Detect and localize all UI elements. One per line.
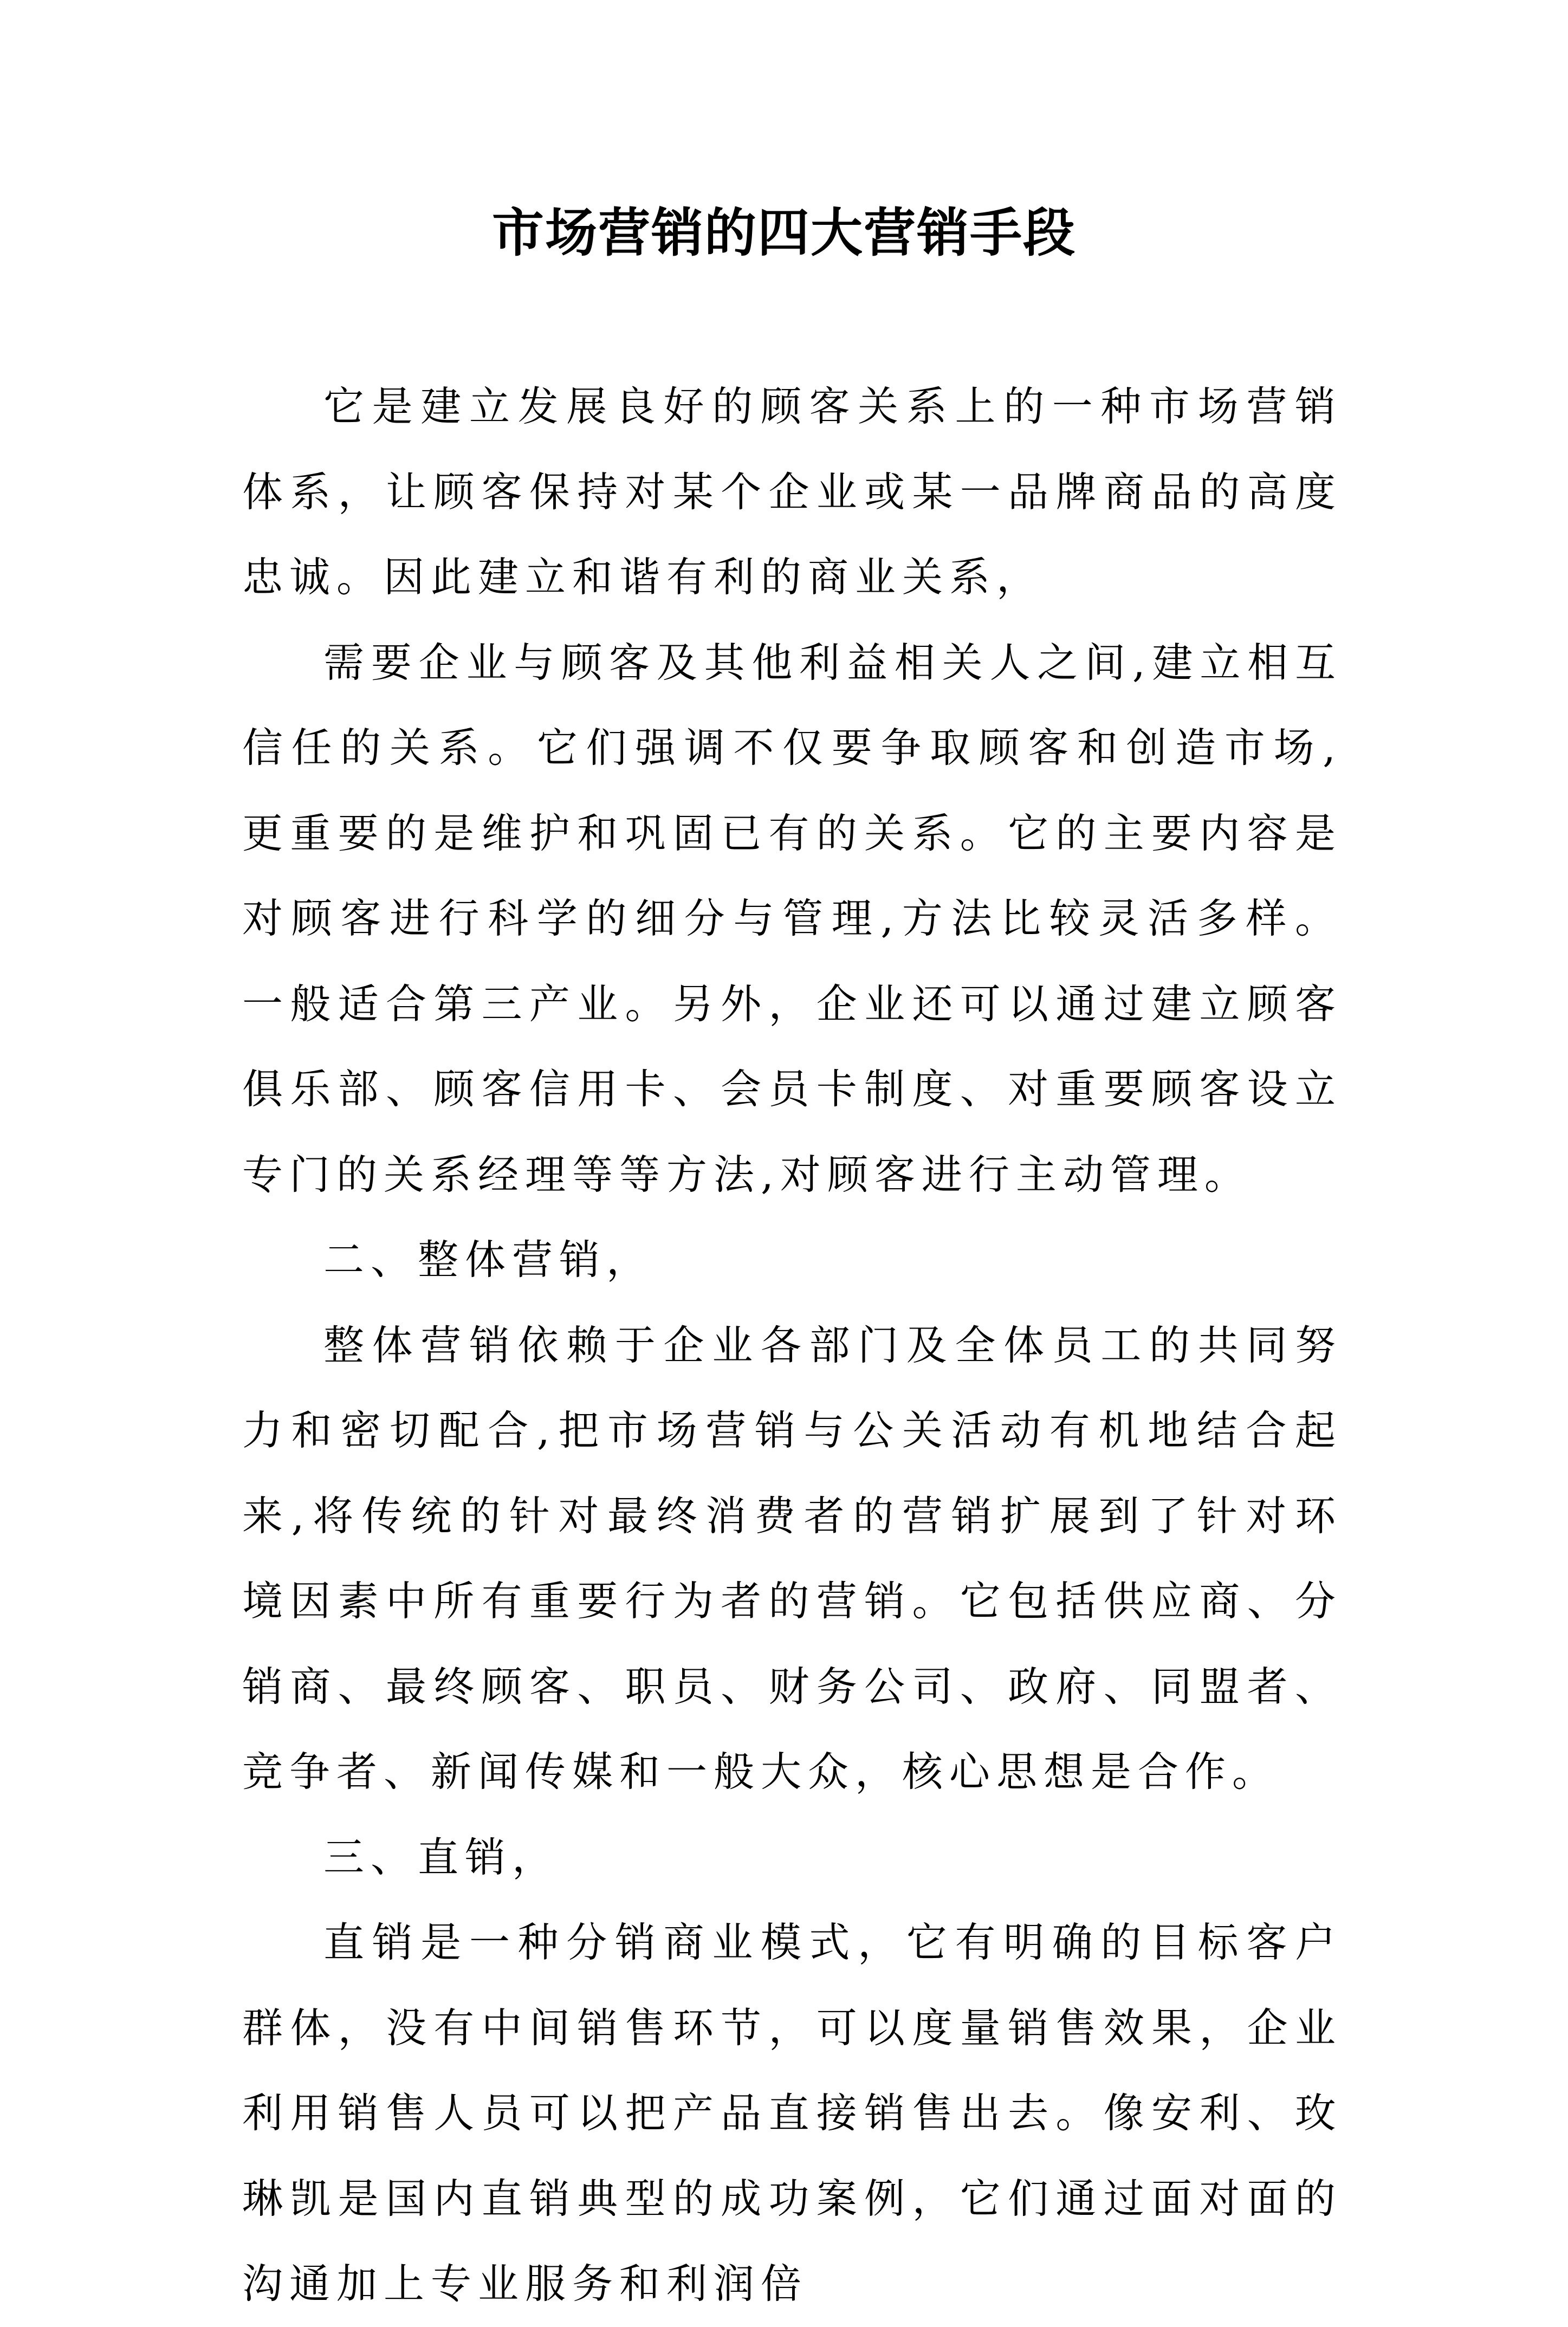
paragraph-direct-selling: 直销是一种分销商业模式，它有明确的目标客户群体，没有中间销售环节，可以度量销售效果，企业利用销售人员可以把产品直接销售出去。像安利、玫琳凯是国内直销典型的成功案例，它们通过面对面的沟通加上专业服务和利润倍 bbox=[242, 1918, 1342, 2307]
paragraph-holistic-marketing: 整体营销依赖于企业各部门及全体员工的共同努力和密切配合,把市场营销与公关活动有机地结合起来,将传统的针对最终消费者的营销扩展到了针对环境因素中所有重要行为者的营销。它包括供应商、分销商、最终顾客、职员、财务公司、政府、同盟者、竞争者、新闻传媒和一般大众，核心思想是合作。 bbox=[242, 1321, 1342, 1796]
document-title: 市场营销的四大营销手段 bbox=[492, 202, 1076, 263]
document-body bbox=[242, 364, 1342, 2327]
section-heading-direct-selling: 三、直销， bbox=[323, 1833, 560, 1881]
paragraph-relationship-marketing-intro: 它是建立发展良好的顾客关系上的一种市场营销体系，让顾客保持对某个企业或某一品牌商品的高度忠诚。因此建立和谐有利的商业关系， bbox=[242, 383, 1342, 601]
section-heading-holistic-marketing: 二、整体营销， bbox=[323, 1236, 654, 1284]
paragraph-relationship-marketing-detail: 需要企业与顾客及其他利益相关人之间,建立相互信任的关系。它们强调不仅要争取顾客和创造市场,更重要的是维护和巩固已有的关系。它的主要内容是对顾客进行科学的细分与管理,方法比较灵活多样。一般适合第三产业。另外，企业还可以通过建立顾客俱乐部、顾客信用卡、会员卡制度、对重要顾客设立专门的关系经理等等方法,对顾客进行主动管理。 bbox=[242, 638, 1342, 1198]
